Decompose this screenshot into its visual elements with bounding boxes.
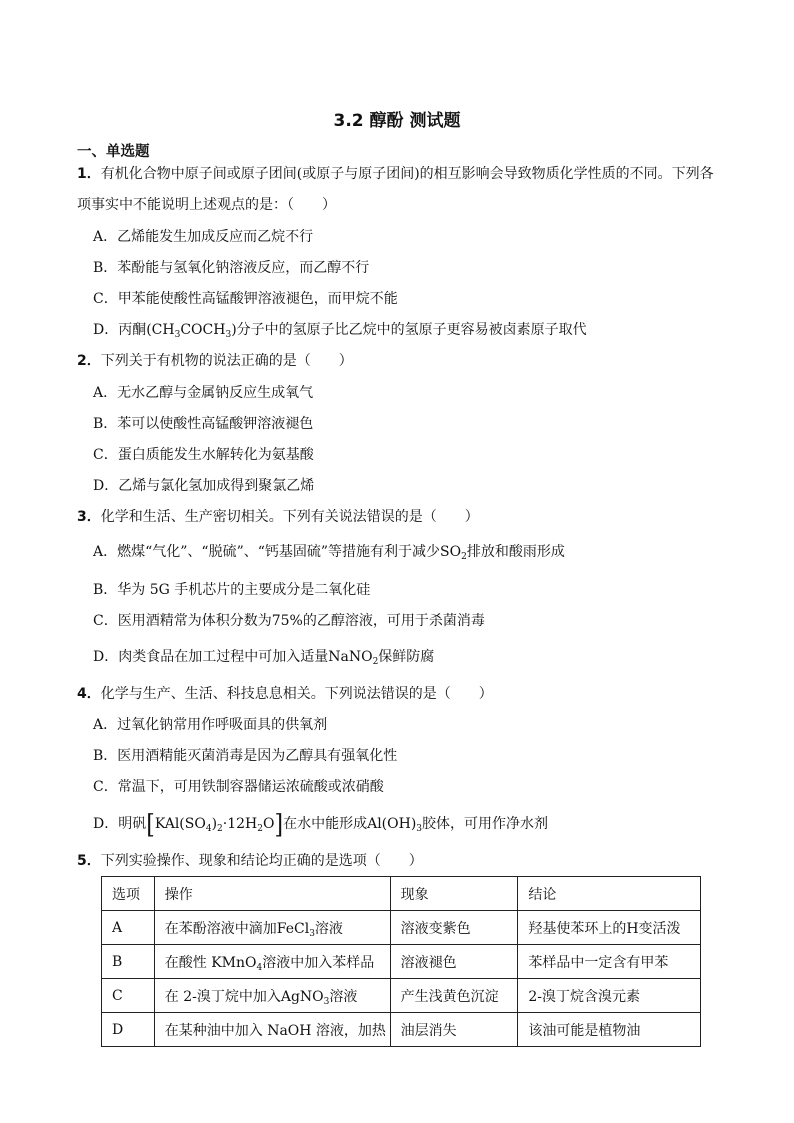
observation-cell: 溶液褪色 [390,945,518,979]
operation-cell [154,1013,390,1047]
subscript: 3 [309,928,315,939]
subscript: 4 [205,824,212,834]
table-row [102,911,701,945]
conclusion-cell: 该油可能是植物油 [518,1013,701,1047]
question-2-option-a: A．无水乙醇与金属钠反应生成氧气 [93,385,314,401]
option-text: D．明矾 [93,816,147,832]
cell-text: 在某种油中加入 NaOH 溶液，加热 [164,1022,386,1039]
subscript: 2 [461,552,467,562]
formula-text: ) [211,816,218,832]
option-cell: A [102,911,155,945]
header-cell: 操作 [154,877,390,911]
observation-cell: 油层消失 [390,1013,518,1047]
cell-text: 在 2-溴丁烷中加入AgNO [164,988,324,1005]
subscript: 2 [217,824,223,834]
observation-cell: 产生浅黄色沉淀 [390,979,518,1013]
conclusion-cell: 羟基使苯环上的H变活泼 [518,911,701,945]
header-cell: 现象 [390,877,518,911]
table-row [102,945,701,979]
option-text: A．燃煤“气化”、“脱硫”、“钙基固硫”等措施有利于减少SO [93,544,462,560]
subscript: 2 [372,657,379,667]
subscript: 3 [416,824,423,834]
operation-cell [154,945,390,979]
question-2-stem [77,350,353,372]
question-5-stem [77,850,423,872]
section-heading: 一、单选题 [77,144,150,160]
option-text: COCH [180,322,226,338]
right-bracket: ] [274,810,284,841]
option-text: 保鲜防腐 [378,649,435,665]
question-1-option-a: A．乙烯能发生加成反应而乙烷不行 [93,229,314,245]
question-text: 下列关于有机物的说法正确的是（ ） [100,353,353,369]
header-cell: 结论 [518,877,701,911]
question-2-option-c: C．蛋白质能发生水解转化为氨基酸 [93,447,314,463]
conclusion-cell: 苯样品中一定含有甲苯 [518,945,701,979]
observation-cell: 溶液变紫色 [390,911,518,945]
page-title: 3.2 醇酚 测试题 [333,111,461,131]
formula-text: O [263,816,275,832]
option-text: 在水中能形成Al(OH) [283,816,417,832]
cell-text: 溶液 [329,988,358,1005]
question-2-option-b: B．苯可以使酸性高锰酸钾溶液褪色 [93,416,314,432]
table-header-row [102,877,701,911]
option-cell: C [102,979,155,1013]
option-text: )分子中的氢原子比乙烷中的氢原子更容易被卤素原子取代 [231,322,587,338]
question-text: 化学和生活、生产密切相关。下列有关说法错误的是（ ） [100,509,479,525]
cell-text: 溶液中加入苯样品 [262,954,375,971]
subscript: 3 [225,330,232,340]
question-number: 2． [77,353,101,369]
question-1-stem [77,163,727,185]
cell-text: 在酸性 KMnO [164,954,257,971]
question-number: 4． [77,686,101,702]
question-text: 有机化合物中原子间或原子团间(或原子与原子团间)的相互影响会导致物质化学性质的不同。下列各 [100,166,714,182]
table-row [102,1013,701,1047]
question-text: 化学与生产、生活、科技息息相关。下列说法错误的是（ ） [100,686,493,702]
conclusion-cell: 2-溴丁烷含溴元素 [518,979,701,1013]
question-4-option-b: B．医用酒精能灭菌消毒是因为乙醇具有强氧化性 [93,748,398,764]
question-number: 1． [77,166,101,182]
formula-text: KAl(SO [154,816,206,832]
experiment-table [101,876,701,1047]
question-3-stem [77,506,479,528]
subscript: 4 [256,962,263,973]
question-4-option-a: A．过氧化钠常用作呼吸面具的供氧剂 [93,717,328,733]
option-text: D．肉类食品在加工过程中可加入适量NaNO [93,649,373,665]
question-4-option-d [93,810,549,841]
left-bracket: [ [146,810,155,841]
option-text: D．丙酮(CH [93,322,175,338]
option-text: 胶体，可用作净水剂 [422,816,549,832]
question-3-option-d [93,646,434,668]
option-cell: D [102,1013,155,1047]
question-3-option-a [93,541,565,563]
operation-cell [154,911,390,945]
subscript: 2 [257,824,263,834]
option-text: 排放和酸雨形成 [466,544,565,560]
question-number: 3． [77,509,101,525]
cell-text: 在苯酚溶液中滴加FeCl [164,920,310,937]
question-1-stem-line2: 项事实中不能说明上述观点的是：（ ） [77,197,336,213]
question-4-option-c: C．常温下，可用铁制容器储运浓硫酸或浓硝酸 [93,779,384,795]
header-cell: 选项 [102,877,155,911]
question-2-option-d: D．乙烯与氯化氢加成得到聚氯乙烯 [93,478,315,494]
question-1-option-d [93,319,587,341]
question-4-stem [77,683,493,705]
question-3-option-b: B．华为 5G 手机芯片的主要成分是二氧化硅 [93,582,371,598]
table-row [102,979,701,1013]
question-1-option-c: C．甲苯能使酸性高锰酸钾溶液褪色，而甲烷不能 [93,291,398,307]
question-1-option-b: B．苯酚能与氢氧化钠溶液反应，而乙醇不行 [93,260,370,276]
formula-text: ·12H [222,816,258,832]
operation-cell [154,979,390,1013]
subscript: 3 [174,330,181,340]
question-number: 5． [77,853,101,869]
option-cell: B [102,945,155,979]
cell-text: 溶液 [314,920,343,937]
subscript: 3 [323,996,330,1007]
question-text: 下列实验操作、现象和结论均正确的是选项（ ） [100,853,423,869]
question-3-option-c: C．医用酒精常为体积分数为75%的乙醇溶液，可用于杀菌消毒 [93,613,485,629]
